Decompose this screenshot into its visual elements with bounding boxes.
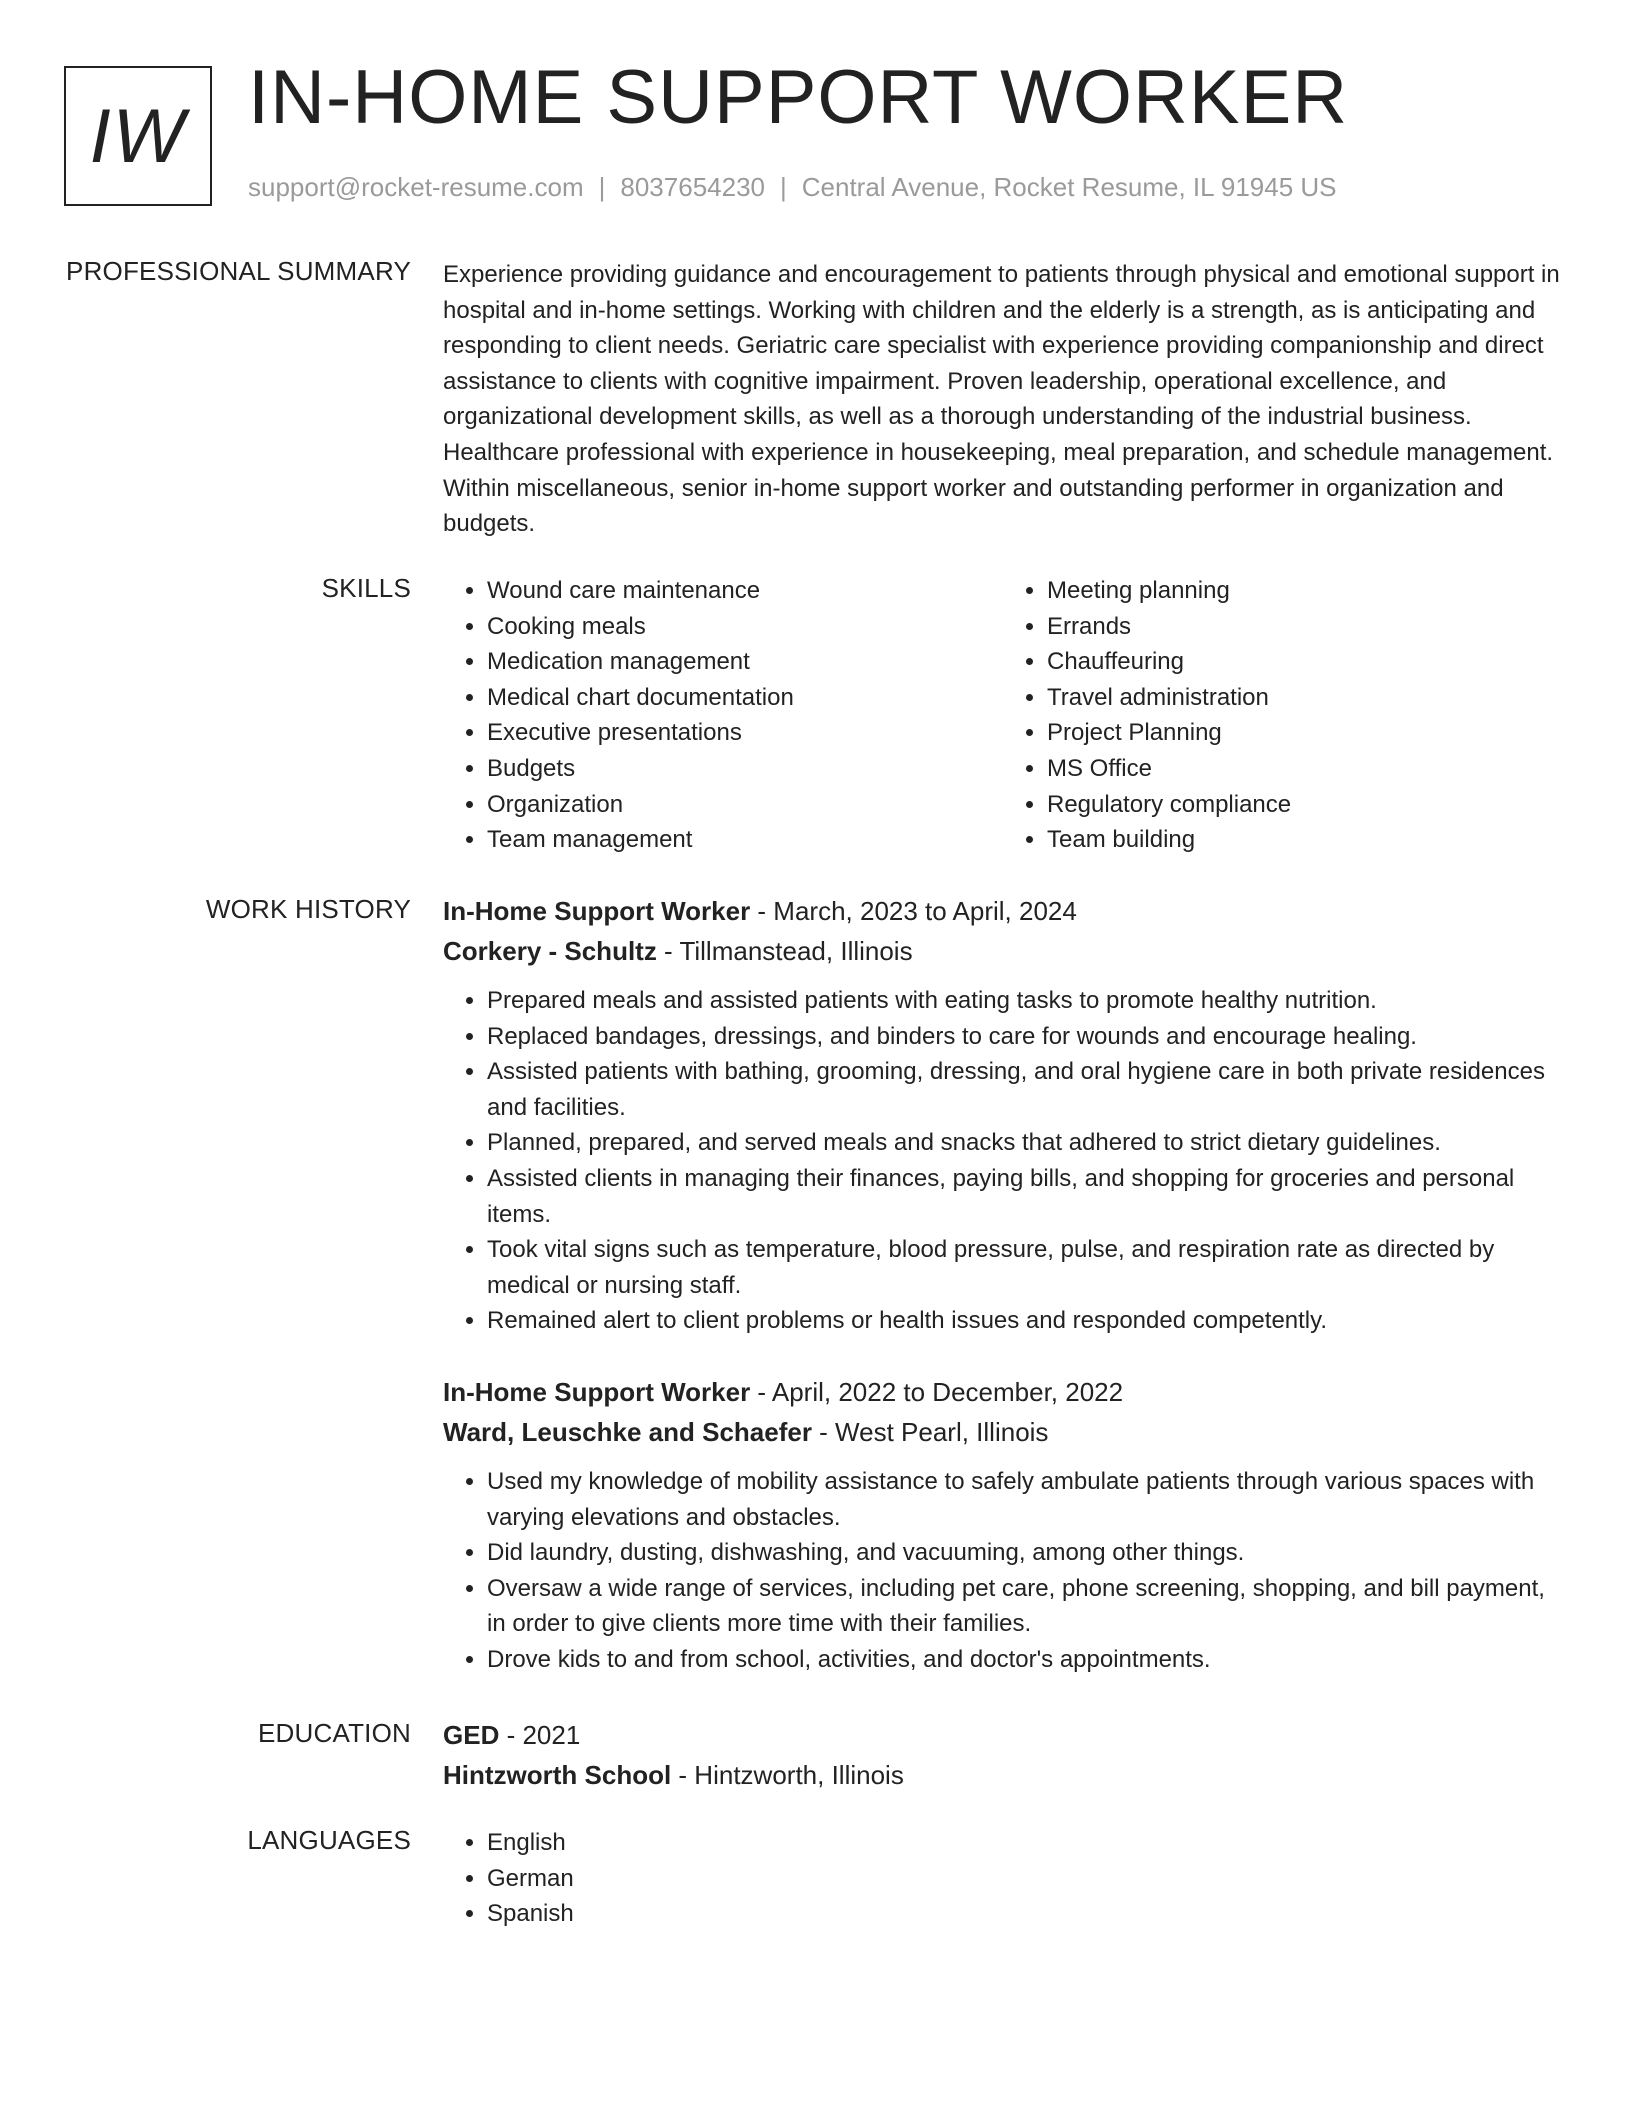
job-company-line [443,1412,1563,1452]
skill-item: • Wound care maintenance [487,573,1003,609]
job-dates: - March, 2023 to April, 2024 [750,896,1077,926]
skill-item: • Executive presentations [487,715,1003,751]
job-bullet: • Prepared meals and assisted patients with eating tasks to promote healthy nutrition. [487,983,1563,1019]
skill-item: • Team management [487,822,1003,858]
job-bullet: • Assisted clients in managing their finances, paying bills, and shopping for groceries and personal items. [487,1161,1563,1232]
skills-section [443,573,1563,858]
education-entry [443,1715,1563,1795]
skill-item: • Project Planning [1047,715,1563,751]
job-bullet: • Planned, prepared, and served meals and snacks that adhered to strict dietary guidelines. [487,1125,1563,1161]
skills-list-left [443,573,1003,858]
job-bullet: • Took vital signs such as temperature, blood pressure, pulse, and respiration rate as directed by medical or nursing staff. [487,1232,1563,1303]
skill-item: • Budgets [487,751,1003,787]
job-title-line [443,891,1563,931]
languages-list [443,1825,1563,1932]
job-bullet-list [443,983,1563,1339]
skill-item: • Errands [1047,609,1563,645]
education-school-line [443,1755,1563,1795]
contact-email: support@rocket-resume.com [248,172,584,202]
education-location: - Hintzworth, Illinois [671,1760,904,1790]
education-school: Hintzworth School [443,1760,672,1790]
section-label-summary: PROFESSIONAL SUMMARY [66,256,411,286]
job-location: - Tillmanstead, Illinois [656,936,913,966]
monogram-logo: IW [64,66,212,206]
job-bullet: • Assisted patients with bathing, grooming, dressing, and oral hygiene care in both private residences and facilities. [487,1054,1563,1125]
language-item: • Spanish [487,1896,1563,1932]
job-dates: - April, 2022 to December, 2022 [750,1377,1124,1407]
job-bullet-list [443,1464,1563,1678]
education-year: - 2021 [499,1720,581,1750]
job-title-line [443,1372,1563,1412]
skill-item: • Travel administration [1047,680,1563,716]
job-location: - West Pearl, Illinois [811,1417,1049,1447]
education-degree: GED [443,1720,500,1750]
job-company: Ward, Leuschke and Schaefer [443,1417,812,1447]
job-entry [443,891,1563,1339]
contact-separator: | [780,172,787,202]
section-label-languages: LANGUAGES [247,1825,411,1855]
education-degree-line [443,1715,1563,1755]
skill-item: • MS Office [1047,751,1563,787]
job-bullet: • Did laundry, dusting, dishwashing, and vacuuming, among other things. [487,1535,1563,1571]
skill-item: • Medication management [487,644,1003,680]
resume-title: IN-HOME SUPPORT WORKER [248,55,1349,140]
contact-line [248,172,1337,203]
skills-list-right [1003,573,1563,858]
section-label-skills: SKILLS [321,573,411,603]
job-company: Corkery - Schultz [443,936,657,966]
skill-item: • Meeting planning [1047,573,1563,609]
language-item: • English [487,1825,1563,1861]
language-item: • German [487,1861,1563,1897]
job-bullet: • Oversaw a wide range of services, including pet care, phone screening, shopping, and bill payment, in order to give clients more time with their families. [487,1571,1563,1642]
summary-text: Experience providing guidance and encouragement to patients through physical and emotional support in hospital and in-home settings. Working with children and the elderly is a strength, as is anticipating and responding to client needs. Geriatric care specialist with experience providing companionship and direct assistance to clients with cognitive impairment. Proven leadership, operational excellence, and organizational development skills, as well as a thorough understanding of the industrial business. Healthcare professional with experience in housekeeping, meal preparation, and schedule management. Within miscellaneous, senior in-home support worker and outstanding performer in organization and budgets. [443,261,1560,538]
job-entry [443,1372,1563,1678]
summary-section [443,257,1563,542]
job-title: In-Home Support Worker [443,896,751,926]
contact-phone: 8037654230 [620,172,765,202]
section-label-education: EDUCATION [258,1718,411,1748]
skill-item: • Regulatory compliance [1047,787,1563,823]
job-bullet: • Drove kids to and from school, activities, and doctor's appointments. [487,1642,1563,1678]
job-bullet: • Replaced bandages, dressings, and binders to care for wounds and encourage healing. [487,1019,1563,1055]
skill-item: • Chauffeuring [1047,644,1563,680]
section-label-work: WORK HISTORY [205,894,411,924]
job-bullet: • Remained alert to client problems or health issues and responded competently. [487,1303,1563,1339]
languages-section [443,1825,1563,1932]
job-title: In-Home Support Worker [443,1377,751,1407]
job-company-line [443,931,1563,971]
contact-address: Central Avenue, Rocket Resume, IL 91945 US [801,172,1337,202]
skill-item: • Team building [1047,822,1563,858]
skill-item: • Cooking meals [487,609,1003,645]
skill-item: • Medical chart documentation [487,680,1003,716]
skill-item: • Organization [487,787,1003,823]
job-bullet: • Used my knowledge of mobility assistance to safely ambulate patients through various spaces with varying elevations and obstacles. [487,1464,1563,1535]
contact-separator: | [598,172,606,202]
